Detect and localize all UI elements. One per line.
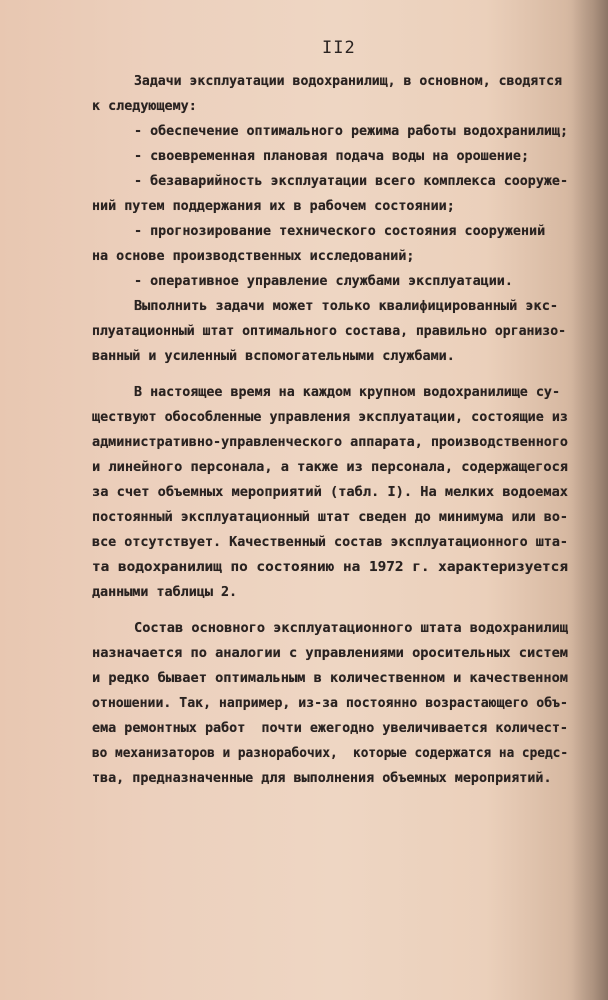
text-line: ванный и усиленный вспомогательными службами. (92, 349, 455, 364)
text-line: плуатационный штат оптимального состава, правильно организо- (92, 324, 566, 339)
text-line: на основе производственных исследований; (92, 249, 415, 264)
text-line: и редко бывает оптимальным в количественном и качественном (92, 671, 568, 686)
text-line: административно-управленческого аппарата, производственного (92, 435, 568, 450)
text-line: тва, предназначенные для выполнения объемных мероприятий. (92, 771, 552, 786)
text-line: к следующему: (92, 99, 197, 114)
text-line: и линейного персонала, а также из персонала, содержащегося (92, 460, 568, 475)
text-line: - своевременная плановая подача воды на орошение; (134, 149, 530, 164)
text-line: та водохранилищ по состоянию на 1972 г. характеризуется (92, 560, 568, 575)
text-line: - прогнозирование технического состояния сооружений (134, 224, 546, 239)
text-line: во механизаторов и разнорабочих, которые содержатся на средс- (92, 746, 568, 761)
text-line: все отсутствует. Качественный состав эксплуатационного шта- (92, 535, 568, 550)
text-line: за счет объемных мероприятий (табл. I). На мелких водоемах (92, 485, 568, 500)
text-line: Выполнить задачи может только квалифицированный экс- (134, 299, 558, 314)
text-line: - обеспечение оптимального режима работы водохранилищ; (134, 124, 568, 139)
text-line: назначается по аналогии с управлениями оросительных систем (92, 646, 568, 661)
text-line: Задачи эксплуатации водохранилищ, в основном, сводятся (134, 74, 562, 89)
text-line: - оперативное управление службами эксплуатации. (134, 274, 513, 289)
page-edge-shadow (572, 0, 608, 1000)
text-line: ема ремонтных работ почти ежегодно увеличивается количест- (92, 721, 568, 736)
text-line: постоянный эксплуатационный штат сведен до минимума или во- (92, 510, 568, 525)
text-line: Состав основного эксплуатационного штата водохранилищ (134, 621, 568, 636)
text-line: отношении. Так, например, из-за постоянно возрастающего объ- (92, 696, 568, 711)
text-line: ществуют обособленные управления эксплуатации, состоящие из (92, 410, 568, 425)
page-number: II2 (322, 38, 356, 58)
text-line: В настоящее время на каждом крупном водохранилище су- (134, 385, 560, 400)
text-line: - безаварийность эксплуатации всего комплекса сооруже- (134, 174, 568, 189)
text-line: данными таблицы 2. (92, 585, 238, 600)
text-line: ний путем поддержания их в рабочем состоянии; (92, 199, 455, 214)
